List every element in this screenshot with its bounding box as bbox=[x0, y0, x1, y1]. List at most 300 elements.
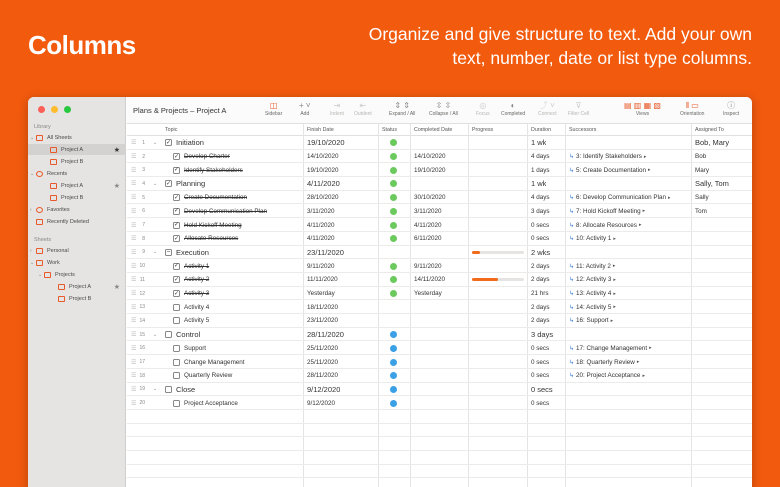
drag-handle-icon[interactable]: ☰ bbox=[131, 304, 137, 311]
sidebar-item-recents-project-a[interactable] bbox=[28, 180, 126, 191]
document-icon bbox=[50, 147, 57, 153]
chevron-down-icon[interactable]: ⌄ bbox=[153, 139, 158, 146]
topic-text[interactable]: Quarterly Review bbox=[184, 372, 233, 380]
caret-right-icon[interactable]: ▸ bbox=[638, 222, 642, 229]
successor-text[interactable]: 3: Identify Stakeholders bbox=[576, 153, 642, 161]
row-checkbox[interactable] bbox=[173, 345, 180, 352]
document-icon bbox=[58, 296, 65, 302]
drag-handle-icon[interactable]: ☰ bbox=[131, 263, 137, 270]
folder-icon bbox=[36, 248, 43, 254]
link-icon: ↳ bbox=[569, 263, 575, 270]
drag-handle-icon[interactable]: ☰ bbox=[131, 277, 137, 284]
row-checkbox[interactable]: ✓ bbox=[173, 208, 180, 215]
duration-cell[interactable]: 2 days bbox=[531, 276, 550, 284]
link-icon: ↳ bbox=[569, 208, 575, 215]
column-header-completed-date[interactable]: Completed Date bbox=[414, 127, 453, 133]
topic-text[interactable]: Activity 1 bbox=[184, 262, 210, 270]
chevron-down-icon[interactable]: ⌄ bbox=[38, 271, 43, 278]
library-section-label: Library bbox=[34, 124, 51, 130]
successor-text[interactable]: 7: Hold Kickoff Meeting bbox=[576, 207, 641, 215]
column-header-successors[interactable]: Successors bbox=[569, 127, 597, 133]
drag-handle-icon[interactable]: ☰ bbox=[131, 181, 137, 188]
finish-date-cell[interactable]: 3/11/2020 bbox=[307, 207, 335, 215]
topic-text[interactable]: Control bbox=[176, 330, 201, 340]
column-header-topic[interactable]: Topic bbox=[165, 127, 178, 133]
focus-icon: ◎ bbox=[479, 101, 487, 110]
sidebar-item-label: Project A bbox=[69, 283, 92, 290]
duration-cell[interactable]: 1 days bbox=[531, 166, 550, 174]
indent-icon: ⇥ bbox=[333, 101, 341, 110]
drag-handle-icon[interactable]: ☰ bbox=[131, 345, 137, 352]
sidebar-item-recently-deleted[interactable] bbox=[28, 216, 126, 227]
row-number: 10 bbox=[139, 263, 145, 270]
sidebar-item-all-sheets[interactable] bbox=[28, 132, 126, 143]
drag-handle-icon[interactable]: ☰ bbox=[131, 373, 137, 380]
connect-button[interactable]: ⤴ ˅ Connect bbox=[538, 101, 557, 117]
assigned-to-cell[interactable]: Bob, Mary bbox=[695, 138, 730, 148]
table-row[interactable] bbox=[127, 479, 752, 487]
drag-handle-icon[interactable]: ☰ bbox=[131, 386, 137, 393]
duration-cell[interactable]: 2 wks bbox=[531, 247, 551, 257]
row-number: 14 bbox=[139, 317, 145, 324]
row-checkbox[interactable]: ✓ bbox=[173, 222, 180, 229]
row-checkbox[interactable] bbox=[173, 304, 180, 311]
table-row[interactable] bbox=[127, 328, 752, 342]
topic-text[interactable]: Activity 5 bbox=[184, 317, 210, 325]
duration-cell[interactable]: 3 days bbox=[531, 330, 554, 340]
duration-cell[interactable]: 0 secs bbox=[531, 399, 550, 407]
sidebar bbox=[28, 97, 126, 487]
chevron-down-icon[interactable]: ⌄ bbox=[153, 249, 158, 256]
row-checkbox[interactable]: ✓ bbox=[173, 167, 180, 174]
completed-date-cell[interactable]: 14/11/2020 bbox=[414, 276, 446, 284]
sidebar-item-label: Project A bbox=[61, 182, 84, 189]
chevron-down-icon[interactable]: ⌄ bbox=[153, 331, 158, 338]
finish-date-cell[interactable]: 4/11/2020 bbox=[307, 179, 340, 189]
assigned-to-cell[interactable]: Sally, Tom bbox=[695, 179, 729, 189]
finish-date-cell[interactable]: 18/11/2020 bbox=[307, 303, 339, 311]
column-header-duration[interactable]: Duration bbox=[531, 127, 552, 133]
row-checkbox[interactable]: ✓ bbox=[165, 180, 172, 187]
link-icon: ↳ bbox=[569, 304, 575, 311]
outdent-icon: ⇤ bbox=[359, 101, 367, 110]
sidebar-item-projects[interactable] bbox=[28, 269, 126, 280]
table-row[interactable] bbox=[127, 218, 752, 232]
clock-icon bbox=[36, 171, 43, 177]
status-dot[interactable] bbox=[390, 400, 397, 407]
finish-date-cell[interactable]: 25/11/2020 bbox=[307, 344, 339, 352]
document-icon bbox=[58, 284, 65, 290]
sidebar-item-label: Favorites bbox=[47, 206, 70, 213]
status-dot[interactable] bbox=[390, 235, 397, 242]
caret-right-icon[interactable]: ▸ bbox=[642, 372, 645, 379]
successor-text[interactable]: 13: Activity 4 bbox=[576, 290, 612, 298]
table-row[interactable] bbox=[127, 136, 752, 150]
link-icon: ↳ bbox=[569, 277, 575, 284]
topic-text[interactable]: Hold Kickoff Meeting bbox=[184, 221, 242, 229]
topic-text[interactable]: Activity 2 bbox=[184, 276, 210, 284]
assigned-to-cell[interactable]: Sally bbox=[695, 194, 709, 202]
row-number: 6 bbox=[142, 208, 145, 215]
sidebar-item-label: Recents bbox=[47, 170, 68, 177]
finish-date-cell[interactable]: 9/12/2020 bbox=[307, 384, 341, 394]
sidebar-icon: ◫ bbox=[269, 101, 278, 110]
topic-text[interactable]: Planning bbox=[176, 179, 206, 189]
column-header-progress[interactable]: Progress bbox=[472, 127, 494, 133]
sidebar-item-personal[interactable] bbox=[28, 245, 126, 256]
topic-text[interactable]: Develop Charter bbox=[184, 153, 230, 161]
sidebar-item-label: Project B bbox=[61, 158, 84, 165]
sidebar-button[interactable]: ◫ Sidebar bbox=[265, 101, 283, 117]
drag-handle-icon[interactable]: ☰ bbox=[131, 222, 137, 229]
column-header-status[interactable]: Status bbox=[382, 127, 398, 133]
sidebar-item-projects-project-a[interactable] bbox=[28, 281, 126, 292]
topic-text[interactable]: Create Documentation bbox=[184, 194, 248, 202]
column-header-assigned-to[interactable]: Assigned To bbox=[695, 127, 724, 133]
duration-cell[interactable]: 1 wk bbox=[531, 179, 547, 189]
finish-date-cell[interactable]: 11/11/2020 bbox=[307, 276, 338, 284]
window-controls bbox=[38, 106, 71, 113]
status-dot[interactable] bbox=[390, 331, 397, 338]
sidebar-item-recents[interactable] bbox=[28, 168, 126, 179]
finish-date-cell[interactable]: 9/11/2020 bbox=[307, 262, 335, 270]
row-checkbox[interactable]: ✓ bbox=[173, 263, 180, 270]
finish-date-cell[interactable]: 4/11/2020 bbox=[307, 221, 335, 229]
row-checkbox[interactable]: ✓ bbox=[173, 290, 180, 297]
table-row[interactable] bbox=[127, 150, 752, 164]
views-button[interactable]: ▤ ▥ ▦ ▧ Views bbox=[624, 101, 661, 117]
row-number: 4 bbox=[142, 180, 145, 187]
duration-cell[interactable]: 0 secs bbox=[531, 235, 550, 243]
duration-cell[interactable]: 0 secs bbox=[531, 372, 550, 380]
table-row[interactable] bbox=[127, 383, 752, 397]
link-icon: ↳ bbox=[569, 195, 575, 202]
duration-cell[interactable]: 2 days bbox=[531, 262, 550, 270]
table-row[interactable] bbox=[127, 451, 752, 465]
table-row[interactable] bbox=[127, 287, 752, 301]
row-number: 18 bbox=[139, 372, 145, 379]
close-window-button[interactable] bbox=[38, 106, 45, 113]
assigned-to-cell[interactable]: Mary bbox=[695, 166, 709, 174]
topic-text[interactable]: Project Acceptance bbox=[184, 399, 238, 407]
status-dot[interactable] bbox=[390, 194, 397, 201]
zoom-window-button[interactable] bbox=[64, 106, 71, 113]
sheets-section-label: Sheets bbox=[34, 237, 52, 243]
finish-date-cell[interactable]: 14/10/2020 bbox=[307, 153, 339, 161]
successor-text[interactable]: 16: Support bbox=[576, 317, 609, 325]
table-row[interactable] bbox=[127, 273, 752, 287]
link-icon: ↳ bbox=[569, 318, 575, 325]
status-dot[interactable] bbox=[390, 208, 397, 215]
indent-button[interactable]: ⇥ Indent bbox=[330, 101, 344, 117]
views-icon: ▤ ▥ ▦ ▧ bbox=[624, 101, 661, 110]
successor-text[interactable]: 18: Quarterly Review bbox=[576, 358, 635, 366]
topic-text[interactable]: Activity 3 bbox=[184, 290, 210, 298]
sidebar-item-recents-project-b[interactable] bbox=[28, 192, 126, 203]
row-checkbox[interactable]: ✓ bbox=[165, 139, 172, 146]
topic-text[interactable]: Develop Communication Plan bbox=[184, 207, 267, 215]
row-number: 3 bbox=[142, 167, 145, 174]
sidebar-item-all-project-b[interactable] bbox=[28, 156, 126, 167]
row-checkbox[interactable] bbox=[173, 400, 180, 407]
duration-cell[interactable]: 2 days bbox=[531, 317, 550, 325]
collapse-all-button[interactable]: ⇳ ⇳ Collapse / All bbox=[429, 101, 458, 117]
finish-date-cell[interactable]: 23/11/2020 bbox=[307, 317, 339, 325]
drag-handle-icon[interactable]: ☰ bbox=[131, 236, 137, 243]
duration-cell[interactable]: 4 days bbox=[531, 153, 550, 161]
duration-cell[interactable]: 4 days bbox=[531, 194, 550, 202]
minimize-window-button[interactable] bbox=[51, 106, 58, 113]
row-checkbox[interactable] bbox=[173, 317, 180, 324]
expand-icon: ⇕ ⇕ bbox=[394, 101, 411, 110]
star-icon[interactable]: ★ bbox=[113, 283, 120, 291]
status-dot[interactable] bbox=[390, 180, 397, 187]
caret-right-icon[interactable]: ▸ bbox=[642, 208, 646, 215]
drag-handle-icon[interactable]: ☰ bbox=[131, 359, 137, 366]
table-row[interactable] bbox=[127, 355, 752, 369]
caret-right-icon[interactable]: ▸ bbox=[613, 304, 616, 311]
table-row[interactable] bbox=[127, 163, 752, 177]
table-row[interactable] bbox=[127, 424, 752, 438]
status-dot[interactable] bbox=[390, 263, 397, 270]
sidebar-item-label: Recently Deleted bbox=[47, 218, 89, 225]
status-dot[interactable] bbox=[390, 372, 397, 379]
focus-button[interactable]: ◎ Focus bbox=[476, 101, 490, 117]
finish-date-cell[interactable]: 23/11/2020 bbox=[307, 247, 344, 257]
row-number: 9 bbox=[142, 249, 145, 256]
table-row[interactable] bbox=[127, 396, 752, 410]
finish-date-cell[interactable]: 4/11/2020 bbox=[307, 235, 335, 243]
topic-text[interactable]: Initiation bbox=[176, 138, 204, 148]
status-dot[interactable] bbox=[390, 290, 397, 297]
row-number: 16 bbox=[139, 345, 145, 352]
inspect-button[interactable]: ⓘ Inspect bbox=[723, 101, 740, 117]
row-checkbox[interactable] bbox=[165, 386, 172, 393]
status-dot[interactable] bbox=[390, 386, 397, 393]
chevron-down-icon[interactable]: ⌄ bbox=[153, 386, 158, 393]
chevron-right-icon[interactable]: › bbox=[30, 247, 32, 254]
table-row[interactable] bbox=[127, 205, 752, 219]
finish-date-cell[interactable]: 25/11/2020 bbox=[307, 358, 339, 366]
duration-cell[interactable]: 0 secs bbox=[531, 358, 550, 366]
document-icon bbox=[50, 183, 57, 189]
app-window bbox=[28, 97, 752, 487]
star-icon[interactable]: ★ bbox=[113, 146, 120, 154]
finish-date-cell[interactable]: 9/12/2020 bbox=[307, 399, 336, 407]
caret-right-icon[interactable]: ▸ bbox=[649, 345, 652, 352]
status-dot[interactable] bbox=[390, 139, 397, 146]
successor-text[interactable]: 10: Activity 1 bbox=[576, 235, 612, 243]
link-icon: ↳ bbox=[569, 222, 575, 229]
finish-date-cell[interactable]: 28/11/2020 bbox=[307, 330, 344, 340]
link-icon: ↳ bbox=[569, 236, 575, 243]
filter-cell-button[interactable]: ⊽ Filter Cell bbox=[568, 101, 590, 117]
completed-date-cell[interactable]: 3/11/2020 bbox=[414, 207, 442, 215]
successor-text[interactable]: 12: Activity 3 bbox=[576, 276, 612, 284]
status-dot[interactable] bbox=[390, 222, 397, 229]
caret-right-icon[interactable]: ▸ bbox=[610, 317, 614, 324]
expand-all-button[interactable]: ⇕ ⇕ Expand / All bbox=[389, 101, 416, 117]
column-header-row bbox=[127, 124, 752, 136]
successor-text[interactable]: 5: Create Documentation bbox=[576, 166, 647, 174]
row-checkbox[interactable] bbox=[173, 359, 180, 366]
progress-bar[interactable] bbox=[472, 278, 524, 281]
row-number: 5 bbox=[142, 194, 145, 201]
sidebar-item-label: Project B bbox=[61, 194, 84, 201]
finish-date-cell[interactable]: 28/11/2020 bbox=[307, 372, 339, 380]
successor-text[interactable]: 17: Change Management bbox=[576, 344, 648, 352]
table-row[interactable] bbox=[127, 342, 752, 356]
duration-cell[interactable]: 0 secs bbox=[531, 221, 550, 229]
connect-icon: ⤴ ˅ bbox=[539, 101, 555, 110]
caret-right-icon[interactable]: ▸ bbox=[613, 235, 616, 242]
caret-right-icon[interactable]: ▸ bbox=[613, 276, 616, 283]
drag-handle-icon[interactable]: ☰ bbox=[131, 208, 137, 215]
star-icon[interactable]: ★ bbox=[113, 182, 120, 190]
orientation-icon: ⫴ ▭ bbox=[685, 101, 699, 110]
link-icon: ↳ bbox=[569, 373, 575, 380]
status-dot[interactable] bbox=[390, 167, 397, 174]
status-dot[interactable] bbox=[390, 153, 397, 160]
sidebar-item-all-project-a[interactable] bbox=[28, 144, 126, 155]
toggle-icon: ◐ bbox=[510, 101, 516, 110]
table-row[interactable] bbox=[127, 177, 752, 191]
duration-cell[interactable]: 3 days bbox=[531, 207, 550, 215]
sidebar-item-label: Project A bbox=[61, 146, 84, 153]
table-row[interactable] bbox=[127, 437, 752, 451]
column-header-finish-date[interactable]: Finish Date bbox=[307, 127, 334, 133]
status-dot[interactable] bbox=[390, 276, 397, 283]
topic-text[interactable]: Allocate Resources bbox=[184, 235, 239, 243]
outdent-button[interactable]: ⇤ Outdent bbox=[354, 101, 372, 117]
drag-handle-icon[interactable]: ☰ bbox=[131, 291, 137, 298]
sidebar-item-label: Project B bbox=[69, 295, 92, 302]
assigned-to-cell[interactable]: Bob bbox=[695, 153, 707, 161]
sidebar-item-work[interactable] bbox=[28, 257, 126, 268]
link-icon: ↳ bbox=[569, 291, 575, 298]
caret-right-icon[interactable]: ▸ bbox=[636, 359, 640, 366]
caret-right-icon[interactable]: ▸ bbox=[613, 290, 616, 297]
sidebar-item-projects-project-b[interactable] bbox=[28, 293, 126, 304]
chevron-down-icon[interactable]: ⌄ bbox=[153, 180, 158, 187]
finish-date-cell[interactable]: 28/10/2020 bbox=[307, 194, 339, 202]
sheets-icon bbox=[36, 135, 43, 141]
caret-right-icon[interactable]: ▸ bbox=[612, 263, 616, 270]
folder-icon bbox=[36, 260, 43, 266]
duration-cell[interactable]: 1 wk bbox=[531, 138, 547, 148]
caret-right-icon[interactable]: ▸ bbox=[643, 153, 647, 160]
drag-handle-icon[interactable]: ☰ bbox=[131, 154, 137, 161]
finish-date-cell[interactable]: Yesterday bbox=[307, 290, 335, 298]
finish-date-cell[interactable]: 19/10/2020 bbox=[307, 166, 339, 174]
completed-date-cell[interactable]: 6/11/2020 bbox=[414, 235, 442, 243]
drag-handle-icon[interactable]: ☰ bbox=[131, 249, 137, 256]
completed-date-cell[interactable]: Yesterday bbox=[414, 290, 442, 298]
successor-text[interactable]: 11: Activity 2 bbox=[576, 262, 611, 270]
table-row[interactable] bbox=[127, 300, 752, 314]
document-icon bbox=[50, 195, 57, 201]
add-button[interactable]: + ˅ Add bbox=[299, 101, 311, 117]
completed-date-cell[interactable]: 4/11/2020 bbox=[414, 221, 442, 229]
caret-right-icon[interactable]: ▸ bbox=[667, 194, 671, 201]
topic-text[interactable]: Close bbox=[176, 384, 196, 394]
completed-date-cell[interactable]: 14/10/2020 bbox=[414, 153, 446, 161]
info-icon: ⓘ bbox=[727, 101, 736, 110]
table-row[interactable] bbox=[127, 465, 752, 479]
row-number: 12 bbox=[139, 290, 145, 297]
drag-handle-icon[interactable]: ☰ bbox=[131, 140, 137, 147]
drag-handle-icon[interactable]: ☰ bbox=[131, 400, 137, 407]
finish-date-cell[interactable]: 19/10/2020 bbox=[307, 138, 345, 148]
link-icon: ↳ bbox=[569, 359, 575, 366]
completed-toggle[interactable]: ◐ Completed bbox=[501, 101, 526, 117]
orientation-button[interactable]: ⫴ ▭ Orientation bbox=[680, 101, 705, 117]
row-checkbox[interactable]: ✓ bbox=[173, 153, 180, 160]
successor-text[interactable]: 8: Allocate Resources bbox=[576, 221, 637, 229]
assigned-to-cell[interactable]: Tom bbox=[695, 207, 707, 215]
main-area bbox=[127, 97, 752, 487]
drag-handle-icon[interactable]: ☰ bbox=[131, 332, 137, 339]
row-checkbox[interactable] bbox=[173, 372, 180, 379]
sidebar-item-favorites[interactable] bbox=[28, 204, 126, 215]
topic-text[interactable]: Activity 4 bbox=[184, 303, 210, 311]
duration-cell[interactable]: 2 days bbox=[531, 303, 550, 311]
chevron-down-icon[interactable]: ⌄ bbox=[30, 134, 35, 141]
duration-cell[interactable]: 0 secs bbox=[531, 344, 550, 352]
table-row[interactable] bbox=[127, 410, 752, 424]
topic-text[interactable]: Execution bbox=[176, 247, 209, 257]
successor-text[interactable]: 6: Develop Communication Plan bbox=[576, 194, 666, 202]
completed-date-cell[interactable]: 19/10/2020 bbox=[414, 166, 446, 174]
progress-bar[interactable] bbox=[472, 251, 524, 254]
duration-cell[interactable]: 21 hrs bbox=[531, 290, 549, 298]
table-row[interactable] bbox=[127, 232, 752, 246]
duration-cell[interactable]: 0 secs bbox=[531, 384, 553, 394]
status-dot[interactable] bbox=[390, 359, 397, 366]
completed-date-cell[interactable]: 30/10/2020 bbox=[414, 194, 446, 202]
row-checkbox[interactable] bbox=[165, 331, 172, 338]
table-row[interactable] bbox=[127, 314, 752, 328]
topic-text[interactable]: Change Management bbox=[184, 358, 245, 366]
caret-right-icon[interactable]: ▸ bbox=[648, 167, 651, 174]
table-row[interactable] bbox=[127, 369, 752, 383]
row-checkbox[interactable]: ✓ bbox=[173, 276, 180, 283]
topic-text[interactable]: Identify Stakeholders bbox=[184, 166, 243, 174]
document-title: Plans & Projects – Project A bbox=[133, 106, 227, 115]
table-row[interactable] bbox=[127, 191, 752, 205]
chevron-down-icon[interactable]: ⌄ bbox=[30, 259, 35, 266]
topic-text[interactable]: Support bbox=[184, 344, 207, 352]
document-icon bbox=[50, 159, 57, 165]
row-number: 2 bbox=[142, 153, 145, 160]
drag-handle-icon[interactable]: ☰ bbox=[131, 167, 137, 174]
successor-text[interactable]: 14: Activity 5 bbox=[576, 303, 612, 311]
row-checkbox[interactable]: – bbox=[166, 249, 171, 256]
status-dot[interactable] bbox=[390, 345, 397, 352]
row-number: 1 bbox=[142, 139, 145, 146]
chevron-right-icon[interactable]: › bbox=[30, 206, 32, 213]
row-checkbox[interactable]: ✓ bbox=[173, 235, 180, 242]
completed-date-cell[interactable]: 9/11/2020 bbox=[414, 262, 442, 270]
row-checkbox[interactable]: ✓ bbox=[173, 194, 180, 201]
table-row[interactable] bbox=[127, 259, 752, 273]
drag-handle-icon[interactable]: ☰ bbox=[131, 195, 137, 202]
table-row[interactable] bbox=[127, 246, 752, 260]
successor-text[interactable]: 20: Project Acceptance bbox=[576, 372, 641, 380]
drag-handle-icon[interactable]: ☰ bbox=[131, 318, 137, 325]
chevron-down-icon[interactable]: ⌄ bbox=[30, 170, 35, 177]
progress-fill bbox=[472, 251, 480, 254]
